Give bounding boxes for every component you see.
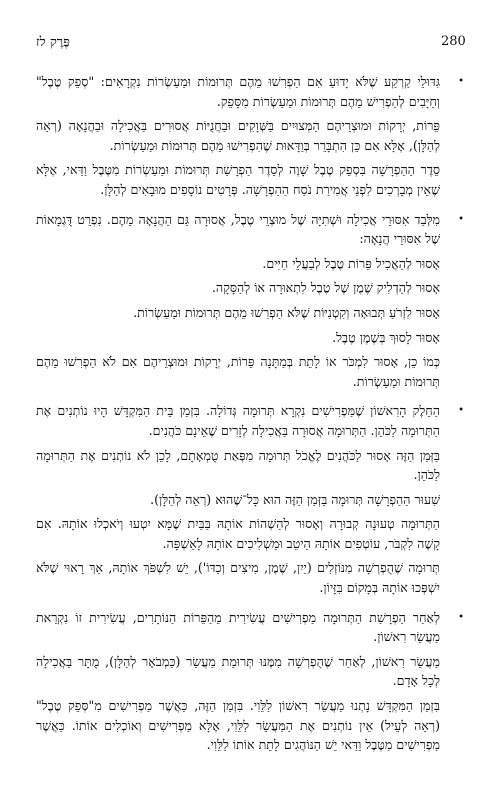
chapter-title: פֶּרֶק לז <box>36 35 70 50</box>
page-header <box>0 34 503 54</box>
paragraph: אָסוּר לִזְרֹעַ תְּבוּאָה וְקִטְנִיּוֹת שֶׁלֹּא הַפְרִשׁוּ מֵהֶם תְּרוּמוֹת וּמַעַשְׂרוֹת. <box>133 304 440 320</box>
paragraph: שִׁעוּר הַהַפְרָשָׁה תְּרוּמָה בַּזְּמַן הַזֶּה הוּא כָּל־שֶׁהוּא (רְאֵה לְהַלָּן). <box>150 491 440 507</box>
page-body <box>36 72 464 765</box>
paragraph: מִלְּבַד אִסּוּרֵי אֲכִילָה וּשְׁתִיָּה שֶׁל מוּצְרֵי טֶבֶל, אֲסוּרָה גַּם הַהֲנָאָה מֵהֶם. נִפְרֵט דֻּגְמָאוֹת שֶׁל אִסּוּרֵי הֲנָאָה: <box>36 211 440 247</box>
paragraph: גִּדּוּלֵי קַרְקַע שֶׁלֹּא יָדוּעַ אִם הַפְרִשׁוּ מֵהֶם תְּרוּמוֹת וּמַעַשְׂרוֹת נִקְרָאִים: "סְפֵק טֶבֶל" וְחַיָּבִים לְהַפְרִישׁ מֵהֶם תְּרוּמוֹת וּמַעַשְׂרוֹת מִסָּפֵק. <box>36 74 440 109</box>
bullet-section <box>36 72 464 200</box>
paragraph: אָסוּר לְהַדְלִיק שֶׁמֶן שֶׁל טֶבֶל לִתְאוּרָה אוֹ לְהַסָּקָה. <box>211 280 440 296</box>
bullet-icon: • <box>458 611 464 623</box>
paragraph: סֵדֶר הַהַפְרָשָׁה בִּסְפֵק טֶבֶל שָׁוֶה לְסֵדֶר הַפְרָשַׁת תְּרוּמוֹת וּמַעַשְׂרוֹת מִטֶּבֶל וַדַּאי, אֶלָּא שֶׁאֵין מְבָרְכִים לִפְנֵי אֲמִירַת נֹסַח הַהַפְרָשָׁה. פְּרָטִים נוֹסָפִים מוּבָאִים לְהַלָּן. <box>36 162 440 197</box>
paragraph: תְּרוּמָה שֶׁהֻפְרְשָׁה מִנּוֹזְלִים (יַיִן, שֶׁמֶן, מִיצִים וְכַדּוֹ'), יֵשׁ לִשְׁפֹּךְ אוֹתָהּ, אַךְ רָאוּי שֶׁלֹּא יִשְׁפְּכוּ אוֹתָהּ בְּמָקוֹם בִּזָּיוֹן. <box>36 560 440 596</box>
paragraph: אָסוּר לְהַאֲכִיל פֵּרוֹת טֶבֶל לְבַעֲלֵי חַיִּים. <box>262 255 440 271</box>
paragraph: פֵּרוֹת, יְרָקוֹת וּמוּצְרֵיהֶם הַמְּצוּיִים בַּשְּׁוָקִים וּבַחֲנֻיּוֹת אֲסוּרִים בַּאֲכִילָה וּבַהֲנָאָה (רְאֵה לְהַלָּן), אֶלָּא אִם כֵּן הִתְבָּרֵר בְּוַדָּאוּת שֶׁהִפְרִישׁוּ מֵהֶם תְּרוּמוֹת וּמַעַשְׂרוֹת. <box>36 118 440 153</box>
bullet-icon: • <box>458 405 464 417</box>
page-number: 280 <box>441 34 466 49</box>
paragraph: בִּזְמַן הַמִּקְדָּשׁ נָתְנוּ מַעֲשֵׂר רִאשׁוֹן לַלֵּוִי. בִּזְמַן הַזֶּה, כַּאֲשֶׁר מַפְרִישִׁים מִ"סְּפֵק טֶבֶל" (רְאֵה לְעֵיל) אֵין נוֹתְנִים אֶת הַמַּעֲשֵׂר לַלֵּוִי, אֶלָּא מַפְרִישִׁים וְאוֹכְלִים אוֹתוֹ. כַּאֲשֶׁר מַפְרִישִׁים מִטֶּבֶל וַדַּאי יֵשׁ הַנּוֹהֲגִים לָתֵת אוֹתוֹ לַלֵּוִי. <box>36 698 440 753</box>
bullet-section <box>36 401 464 597</box>
paragraph: הַתְּרוּמָה טְעוּנָה קְבוּרָה וְאָסוּר לְהַשְׁהוֹת אוֹתָהּ בַּבַּיִת שֶׁמָּא יִטְעוּ וְיֹאכְלוּ אוֹתָהּ. אִם קָשֶׁה לִקְבֹּר, עוֹטְפִים אוֹתָהּ הֵיטֵב וּמַשְׁלִיכִים אוֹתָהּ לָאַשְׁפָּה. <box>36 516 440 551</box>
paragraph: בַּזְּמַן הַזֶּה אָסוּר לַכֹּהֲנִים לֶאֱכֹל תְּרוּמָה מִפְּאַת טֻמְאָתָם, לָכֵן לֹא נוֹתְנִים אֶת הַתְּרוּמָה לַכֹּהֵן. <box>36 447 440 483</box>
paragraph: מַעֲשֵׂר רִאשׁוֹן, לְאַחַר שֶׁהֻפְרְשָׁה מִמֶּנּוּ תְּרוּמַת מַעֲשֵׂר (כַּמְבֹאָר לְהַלָּן), מֻתָּר בַּאֲכִילָה לְכָל אָדָם. <box>36 653 440 689</box>
paragraph: כְּמוֹ כֵן, אָסוּר לִמְכֹּר אוֹ לָתֵת בְּמַתָּנָה פֵּרוֹת, יְרָקוֹת וּמוּצְרֵיהֶם אִם לֹא הַפְרִשׁוּ מֵהֶם תְּרוּמוֹת וּמַעַשְׂרוֹת. <box>36 354 440 389</box>
bullet-section <box>36 608 464 755</box>
paragraph: אָסוּר לָסוּךְ בְּשֶׁמֶן טֶבֶל. <box>332 329 440 345</box>
bullet-section <box>36 210 464 392</box>
bullet-icon: • <box>458 76 464 87</box>
paragraph: לְאַחַר הַפְרָשַׁת הַתְּרוּמָה מַפְרִישִׁים עֲשִׂירִית מֵהַפֵּרוֹת הַנּוֹתָרִים, עֲשִׂירִית זוֹ נִקְרֵאת מַעֲשֵׂר רִאשׁוֹן. <box>36 609 440 645</box>
bullet-icon: • <box>458 213 464 225</box>
paragraph: הַחֵלֶק הָרִאשׁוֹן שֶׁמַּפְרִישִׁים נִקְרָא תְּרוּמָה גְּדוֹלָה. בִּזְמַן בֵּית הַמִּקְדָּשׁ הָיוּ נוֹתְנִים אֶת הַתְּרוּמָה לַכֹּהֵן. הַתְּרוּמָה אֲסוּרָה בַּאֲכִילָה לְזָרִים שֶׁאֵינָם כֹּהֲנִים. <box>36 403 440 438</box>
